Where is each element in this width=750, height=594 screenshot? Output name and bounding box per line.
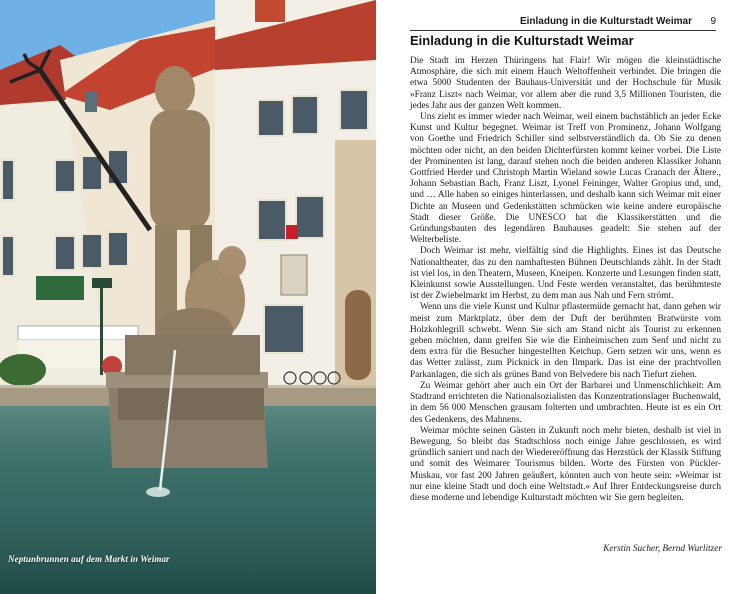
- paragraph: Die Stadt im Herzen Thüringens hat Flair! Wir mögen die kleinstädtische Atmosphäre, die sich mit einem Hauch Weltoffenheit verbindet. Die bringen die etwa 5000 Studenten der Bauhaus-Universität und der Hochschule für Musik »Franz Liszt« nach Weimar, vor allem aber die rund 3,5 Millionen Touristen, die jedes Jahr aus der ganzen Welt kommen.: [410, 56, 721, 111]
- page-number: 9: [710, 16, 716, 27]
- paragraph: Uns zieht es immer wieder nach Weimar, weil einem buchstäblich an jeder Ecke Kunst und Kultur begegnet. Weimar ist Treff von Prominenz, Johann Wolfgang von Goethe und Friedrich Schiller sind selbstverständlich da. Ob Sie zu denen möchten oder nicht, an den beiden Dichterfürsten kommt keiner vorbei. Die Liste der Prominenten ist lang, darauf stehen noch die beiden anderen Klassiker Johann Gottfried Herder und Christoph Martin Wieland sowie Lucas Cranach der Ältere., Johann Sebastian Bach, Franz Liszt, Lyonel Feininger, Walter Gropius und, und, und … Alle haben so einiges hinterlassen, und deshalb kann sich Weimar mit einer Dichte an Museen und Gedenkstätten schmücken wie keine andere europäische Stadt dieser Größe. Die UNESCO hat die Klassikerstätten und die Gründungsbauten des legendären Bauhauses geadelt: Sie stehen auf der Welterbeliste.: [410, 112, 721, 246]
- running-head: [410, 16, 716, 31]
- body-text: [410, 56, 721, 504]
- photo-caption: Neptunbrunnen auf dem Markt in Weimar: [8, 554, 170, 564]
- paragraph: Wenn uns die viele Kunst und Kultur pflastermüde gemacht hat, dann gehen wir meist zum Marktplatz, über dem der Duft der berühmten Bratwürste vom Holzkohlegrill schwebt. Wenn Sie sich am Stand nicht als Tourist zu erkennen geben möchten, dann greifen Sie wie die Einheimischen zum Senf und nicht zu dem extra für die Besucher hingestellten Ketchup. Gern setzen wir uns, wenn es das Wetter zulässt, zum Picknick in den Ilmpark. Das ist eine der prachtvollen Parkanlagen, die sich als grünes Band von Belvedere bis nach Tiefurt ziehen.: [410, 302, 721, 380]
- paragraph: Weimar möchte seinen Gästen in Zukunft noch mehr bieten, deshalb ist viel in Bewegung. So bleibt das Stadtschloss noch einige Jahre geschlossen, es wird gründlich saniert und nach der Wiedereröffnung das Herzstück der Klassik Stiftung und somit des Weimarer Tourismus bilden. Worte des Fürsten von Pückler-Muskau, vor fast 200 Jahren geäußert, könnten auch von heute sein: »Weimar ist nur eine kleine Stadt und doch eine Weltstadt.« Auf Ihrer Entdeckungsreise durch diese moderne und lebendige Kulturstadt möchten wir Sie gern begleiten.: [410, 425, 721, 503]
- text-page: [376, 0, 750, 594]
- chapter-title: Einladung in die Kulturstadt Weimar: [410, 33, 634, 48]
- author-signature: Kerstin Sucher, Bernd Wurlitzer: [603, 544, 722, 554]
- paragraph: Doch Weimar ist mehr, vielfältig sind die Highlights. Eines ist das Deutsche Nationaltheater, das zu den namhaftesten Bühnen Deutschlands zählt. In der Stadt ist viel los, in den Theatern, Museen, Kneipen. Konzerte und Lesungen finden statt, Kleinkunst sowie Ausstellungen. Und Feste werden veranstaltet, das berühmteste ist der Zwiebelmarkt im Herbst, zu dem man aus Nah und Fern strömt.: [410, 246, 721, 302]
- running-head-title: Einladung in die Kulturstadt Weimar: [519, 16, 692, 27]
- paragraph: Zu Weimar gehört aber auch ein Ort der Barbarei und Unmenschlichkeit: Am Stadtrand errichteten die Nationalsozialisten das Konzentrationslager Buchenwald, in dem 56 000 Menschen grausam folterten und umbrachten. Heute ist es ein Ort des Gedenkens, des Mahnens.: [410, 380, 721, 425]
